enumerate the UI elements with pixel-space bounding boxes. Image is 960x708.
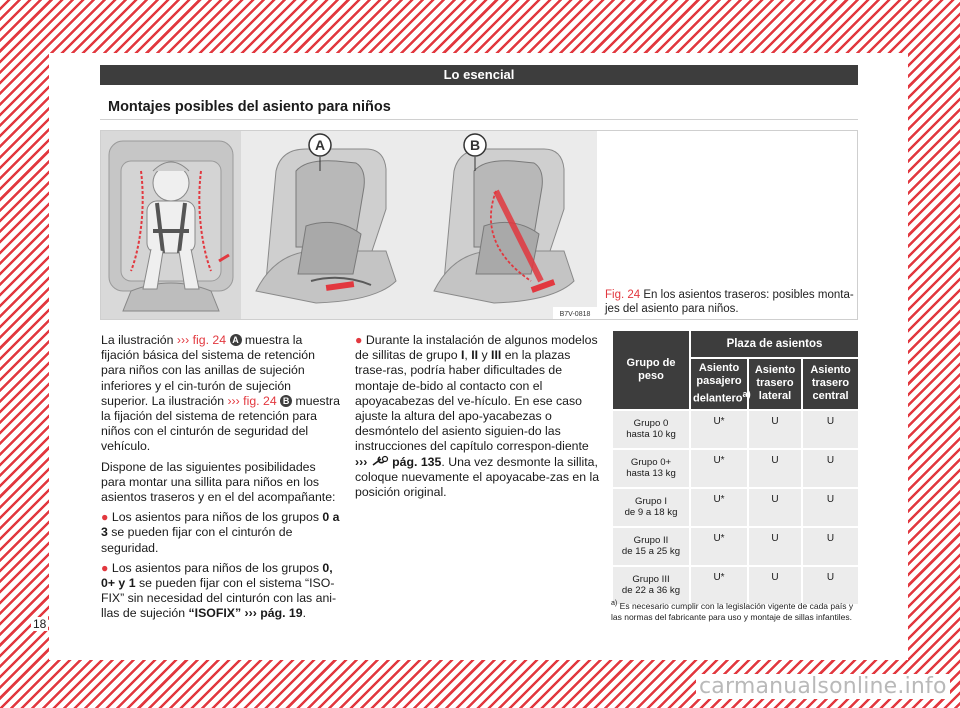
header-front-label: Asiento pasajero delantero — [693, 362, 743, 405]
lateral-cell: U — [749, 567, 801, 604]
front-cell: U* — [691, 450, 747, 487]
bullet3-text-2: en la plazas trase-ras, podría haber dificultades de montaje de-bido al contacto con el apoyacabezas del ve-hículo. En ese caso ajuste la altura del apo-yacabezas o desmóntelo del asiento siguien-do las instrucciones del capítulo correspon-diente — [355, 348, 589, 454]
weight-group-cell — [613, 411, 689, 448]
bullet2-bold: 0, 0+ y 1 — [101, 560, 333, 591]
weight-group-cell — [613, 450, 689, 487]
bullet3-text-3: . Una vez desmonte la sillita, coloque nuevamente el apoyacabe-zas en la posición original. — [355, 454, 600, 500]
header-seat-positions: Plaza de asientos — [691, 331, 858, 357]
wrench-icon — [371, 455, 389, 467]
group-weight: de 22 a 36 kg — [621, 585, 681, 597]
front-cell: U* — [691, 567, 747, 604]
bullet1-text-1: Los asientos para niños de los grupos — [108, 510, 323, 525]
caption-label: Fig. 24 — [605, 289, 641, 301]
bullet-dot-icon: ● — [101, 560, 109, 575]
chapter-header: Lo esencial — [100, 65, 858, 85]
group-name: Grupo II — [633, 535, 669, 547]
paragraph-1 — [101, 333, 341, 455]
text-column-1 — [101, 333, 341, 627]
lateral-cell: U — [749, 528, 801, 565]
table-row — [613, 450, 858, 487]
bullet3-and: y — [478, 348, 492, 363]
central-cell: U — [803, 528, 858, 565]
group-ii: II — [471, 348, 479, 363]
figure-link-b[interactable]: fig. 24 — [239, 393, 281, 408]
bullet-dot-icon: ● — [101, 510, 109, 525]
header-front-passenger — [691, 359, 751, 409]
bullet1-text-2: se pueden fijar con el cinturón de seguridad. — [101, 525, 293, 555]
bullet-item-2 — [101, 561, 341, 622]
child-seat-illustration — [101, 131, 597, 319]
bullet1-bold: 0 a 3 — [101, 510, 340, 540]
seat-compatibility-table — [611, 329, 860, 606]
table-footnote — [611, 598, 861, 623]
marker-b-label: B — [469, 137, 481, 153]
lateral-cell: U — [749, 411, 801, 448]
central-cell: U — [803, 567, 858, 604]
lateral-cell: U — [749, 489, 801, 526]
group-weight: hasta 13 kg — [626, 468, 676, 480]
bullet-item-1 — [101, 510, 341, 556]
figure-caption — [605, 288, 855, 316]
lateral-cell: U — [749, 450, 801, 487]
bullet-item-3 — [355, 333, 603, 500]
p1-text-2: muestra la fijación básica del sistema de retención para niños con las anillas de sujeción inferiores y el cin-turón de sujeción superior. La ilustración — [101, 333, 315, 408]
figure-link-a[interactable]: fig. 24 — [189, 333, 230, 347]
bullet3-text-1: Durante la instalación de algunos modelos de sillitas de grupo — [355, 333, 598, 363]
page-number: 18 — [33, 617, 47, 631]
front-cell: U* — [691, 489, 747, 526]
footnote-ref: a) — [742, 389, 751, 399]
bullet-dot-icon: ● — [355, 333, 363, 347]
central-cell: U — [803, 411, 858, 448]
header-weight-group: Grupo de peso — [613, 331, 689, 409]
p1-text-1: La ilustración — [101, 333, 177, 347]
group-name: Grupo 0 — [633, 418, 669, 430]
arrow-link[interactable]: ››› — [227, 393, 240, 408]
front-cell: U* — [691, 528, 747, 565]
text-column-2 — [355, 333, 603, 505]
arrow-link[interactable]: ››› — [176, 333, 190, 347]
weight-group-cell — [613, 528, 689, 565]
footnote-mark: a) — [611, 599, 618, 607]
p1-text-3: muestra la fijación del sistema de retención para niños con el cinturón de seguridad del vehículo. — [101, 393, 340, 454]
group-weight: de 9 a 18 kg — [624, 507, 678, 519]
weight-group-cell — [613, 489, 689, 526]
caption-text: En los asientos traseros: posibles monta-jes del asiento para niños. — [605, 289, 854, 315]
bullet2-text-2: se pueden fijar con el sistema “ISO-FIX” sin necesidad del cinturón con las ani-llas de sujeción — [101, 576, 337, 621]
group-name: Grupo III — [632, 574, 670, 586]
group-name: Grupo I — [635, 496, 667, 508]
group-name: Grupo 0+ — [630, 457, 672, 469]
paragraph-2: Dispone de las siguientes posibilidades para montar una sillita para niños en los asientos traseros y en el del acompañante: — [101, 459, 336, 505]
figure-code: B7V-0818 — [559, 311, 591, 318]
group-weight: hasta 10 kg — [626, 429, 676, 441]
marker-a-badge: A — [230, 334, 242, 346]
watermark: carmanualsonline.info — [696, 674, 950, 699]
marker-a-label: A — [314, 137, 326, 153]
footnote-text: Es necesario cumplir con la legislación vigente de cada país y las normas del fabricante para uso y montaje de sillas infantiles. — [611, 600, 854, 622]
marker-b-badge: B — [280, 395, 292, 407]
bullet3-sep: , — [464, 348, 472, 363]
section-title: Montajes posibles del asiento para niños — [108, 99, 391, 115]
bullet2-text-3: . — [302, 606, 307, 621]
table-row — [613, 528, 858, 565]
header-rear-central: Asiento trasero central — [803, 359, 858, 409]
header-rear-lateral: Asiento trasero lateral — [749, 359, 801, 409]
title-divider — [100, 119, 858, 120]
table-row — [613, 411, 858, 448]
isofix-page-link[interactable]: “ISOFIX” ››› pág. 19 — [188, 606, 303, 621]
group-iii: III — [491, 348, 502, 363]
bullet2-text-1: Los asientos para niños de los grupos — [108, 560, 323, 575]
group-weight: de 15 a 25 kg — [621, 546, 681, 558]
central-cell: U — [803, 450, 858, 487]
arrow-link[interactable]: ››› — [355, 454, 368, 469]
central-cell: U — [803, 489, 858, 526]
page-135-link[interactable]: pág. 135 — [388, 454, 442, 469]
table-row — [613, 489, 858, 526]
front-cell: U* — [691, 411, 747, 448]
group-i: I — [460, 348, 465, 363]
